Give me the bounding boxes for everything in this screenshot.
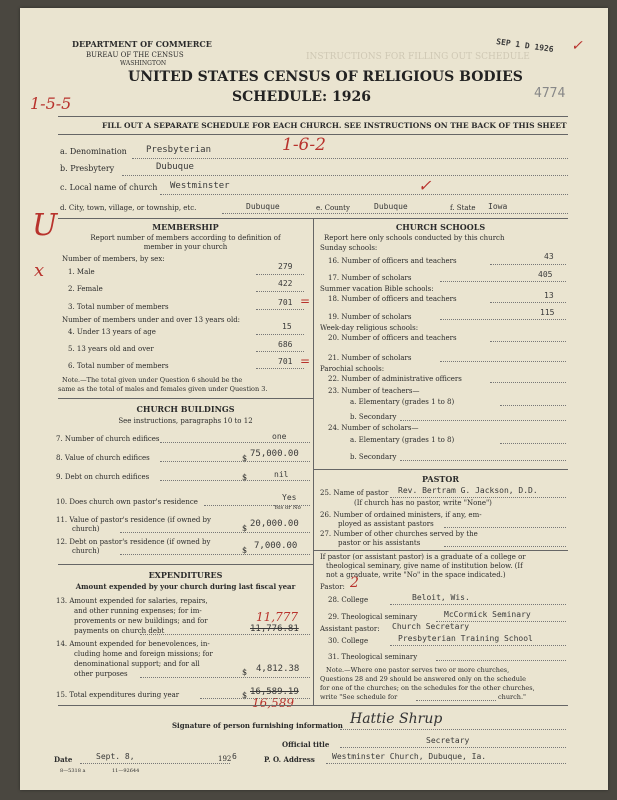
q10-label: 10. Does church own pastor's residence — [56, 498, 198, 506]
q16-value[interactable]: 43 — [544, 252, 554, 261]
q7-value[interactable]: one — [272, 432, 287, 441]
po-address-value[interactable]: Westminster Church, Dubuque, Ia. — [332, 752, 487, 761]
county-value[interactable]: Dubuque — [374, 202, 408, 211]
schedule-title: SCHEDULE: 1926 — [232, 89, 372, 105]
equal-mark-2: = — [300, 354, 311, 368]
q18-value[interactable]: 13 — [544, 291, 554, 300]
q26-label-2: ployed as assistant pastors — [338, 520, 434, 528]
print-code-1: 8—5318 a — [60, 768, 86, 774]
age-intro: Number of members under and over 13 years old: — [62, 316, 241, 324]
city-label: WASHINGTON — [120, 60, 167, 67]
q7-label: 7. Number of church edifices — [56, 435, 160, 443]
q30-label: 30. College — [328, 637, 369, 645]
check-icon-church: ✓ — [418, 176, 432, 195]
yes-no-hint: Yes or No — [274, 505, 301, 511]
q10-value[interactable]: Yes — [282, 493, 297, 502]
date-label: Date — [54, 755, 73, 764]
graduate-note-2: theological seminary, give name of institution below. (If — [326, 562, 523, 570]
date-year-digit[interactable]: 6 — [232, 752, 237, 761]
instruction-line: FILL OUT A SEPARATE SCHEDULE FOR EACH CHURCH. SEE INSTRUCTIONS ON THE BACK OF THIS SHEET — [102, 121, 567, 130]
q18-label: 18. Number of officers and teachers — [328, 295, 457, 303]
q2-value[interactable]: 422 — [278, 279, 293, 288]
sunday-label: Sunday schools: — [320, 244, 378, 252]
bureau-label: BUREAU OF THE CENSUS — [86, 51, 184, 59]
q29-label: 29. Theological seminary — [328, 613, 418, 621]
received-stamp: SEP 1 D 1926 — [495, 37, 555, 54]
q22-label: 22. Number of administrative officers — [328, 375, 462, 383]
denomination-code: 1-6-2 — [282, 135, 326, 155]
q17-value[interactable]: 405 — [538, 270, 553, 279]
q28-label: 28. College — [328, 596, 369, 604]
q14-label-1: 14. Amount expended for benevolences, in- — [56, 640, 210, 648]
q3-label: 3. Total number of members — [68, 303, 169, 311]
q25-value[interactable]: Rev. Bertram G. Jackson, D.D. — [398, 486, 538, 495]
q14-label-2: cluding home and foreign missions; for — [74, 650, 213, 658]
church-name-label: c. Local name of church — [60, 183, 158, 192]
q27-label-1: 27. Number of other churches served by the — [320, 530, 478, 538]
expenditure-annotation-2: 16,589 — [252, 696, 294, 710]
q15-value[interactable]: 16,589.19 — [250, 687, 299, 697]
expenditures-heading: EXPENDITURES — [148, 570, 223, 580]
pastor-sub-label: Pastor: — [320, 583, 345, 591]
q11-value[interactable]: 20,000.00 — [250, 519, 299, 529]
county-label: e. County — [316, 204, 350, 212]
q14-dollar: $ — [242, 668, 248, 677]
margin-mark: U — [32, 208, 58, 243]
margin-x: x — [34, 260, 45, 281]
q12-label-2: church) — [72, 547, 100, 555]
q4-label: 4. Under 13 years of age — [68, 328, 156, 336]
membership-heading: MEMBERSHIP — [152, 222, 219, 232]
pastor-heading: PASTOR — [422, 474, 459, 484]
membership-note-2: same as the total of males and females given under Question 3. — [58, 385, 268, 393]
q3-value[interactable]: 701 — [278, 298, 293, 307]
q25-hint: (If church has no pastor, write "None") — [354, 499, 492, 507]
equal-mark-1: = — [300, 294, 311, 308]
q19-value[interactable]: 115 — [540, 308, 555, 317]
q23a-label: a. Elementary (grades 1 to 8) — [350, 398, 455, 406]
schools-heading: CHURCH SCHOOLS — [395, 222, 486, 232]
q24-label: 24. Number of scholars— — [328, 424, 419, 432]
presbytery-value[interactable]: Dubuque — [156, 162, 194, 172]
q14-label-3: denominational support; and for all — [74, 660, 200, 668]
date-value[interactable]: Sept. 8, — [96, 752, 135, 761]
q2-label: 2. Female — [68, 285, 103, 293]
q24b-label: b. Secondary — [350, 453, 397, 461]
q11-label-1: 11. Value of pastor's residence (if owned by — [56, 516, 211, 524]
q6-value[interactable]: 701 — [278, 357, 293, 366]
signature-value[interactable]: Hattie Shrup — [350, 711, 443, 727]
form-number: 4774 — [534, 86, 566, 101]
q13-value[interactable]: 11,776.81 — [250, 624, 299, 634]
state-value[interactable]: Iowa — [488, 202, 508, 211]
q23-label: 23. Number of teachers— — [328, 387, 420, 395]
church-name-value[interactable]: Westminster — [170, 181, 230, 191]
q14-value[interactable]: 4,812.38 — [256, 664, 300, 674]
q29-value[interactable]: McCormick Seminary — [444, 610, 531, 619]
expenditures-sub: Amount expended by your church during last fiscal year — [75, 582, 296, 591]
q13-label-4: payments on church debt — [74, 627, 165, 635]
faint-heading: INSTRUCTIONS FOR FILLING OUT SCHEDULE — [306, 52, 530, 62]
pastor-note-2: Questions 28 and 29 should be answered only on the schedule — [320, 675, 526, 683]
graduate-note-3: not a graduate, write "No" in the space indicated.) — [326, 571, 506, 579]
print-code-2: 11—92644 — [112, 768, 140, 774]
pastor-annotation: 2 — [350, 575, 359, 591]
q15-dollar: $ — [242, 691, 248, 700]
q25-label: 25. Name of pastor — [320, 489, 389, 497]
q5-value[interactable]: 686 — [278, 340, 293, 349]
pastor-note-3: for one of the churches; on the schedules for the other churches, — [320, 684, 535, 692]
q12-label-1: 12. Debt on pastor's residence (if owned by — [56, 538, 211, 546]
schools-intro: Report here only schools conducted by this church — [324, 234, 505, 242]
q28-value[interactable]: Beloit, Wis. — [412, 593, 470, 602]
q13-label-1: 13. Amount expended for salaries, repairs, — [56, 597, 208, 605]
q21-label: 21. Number of scholars — [328, 354, 412, 362]
q6-label: 6. Total number of members — [68, 362, 169, 370]
parochial-label: Parochial schools: — [320, 365, 385, 373]
q16-label: 16. Number of officers and teachers — [328, 257, 457, 265]
signature-label: Signature of person furnishing information — [172, 721, 343, 730]
city-label-field: d. City, town, village, or township, etc. — [60, 204, 197, 212]
dept-label: DEPARTMENT OF COMMERCE — [72, 39, 212, 49]
q9-value[interactable]: nil — [274, 470, 289, 479]
expenditure-annotation-1: 11,777 — [256, 610, 298, 624]
official-title-label: Official title — [282, 740, 330, 749]
q17-label: 17. Number of scholars — [328, 274, 412, 282]
assistant-pastor-label: Assistant pastor: — [320, 625, 380, 633]
weekday-label: Week-day religious schools: — [320, 324, 419, 332]
denomination-label: a. Denomination — [60, 147, 127, 156]
state-label: f. State — [450, 204, 476, 212]
membership-note-1: Note.—The total given under Question 6 should be the — [62, 376, 243, 384]
form-title: UNITED STATES CENSUS OF RELIGIOUS BODIES — [128, 69, 523, 85]
membership-intro-2: member in your church — [143, 243, 228, 251]
assistant-pastor-value[interactable]: Church Secretary — [392, 622, 470, 631]
date-year-prefix: 192 — [218, 755, 232, 763]
q11-label-2: church) — [72, 525, 100, 533]
q9-dollar: $ — [242, 473, 248, 482]
summer-label: Summer vacation Bible schools: — [320, 285, 434, 293]
q1-value[interactable]: 279 — [278, 262, 293, 271]
q26-label-1: 26. Number of ordained ministers, if any, em- — [320, 511, 482, 519]
q12-dollar: $ — [242, 546, 248, 555]
q13-label-2: and other running expenses; for im- — [74, 607, 202, 615]
membership-intro-1: Report number of members according to definition of — [90, 234, 281, 242]
city-value[interactable]: Dubuque — [246, 202, 280, 211]
buildings-sub: See instructions, paragraphs 10 to 12 — [118, 417, 253, 425]
pastor-note-1: Note.—Where one pastor serves two or more churches, — [326, 666, 510, 674]
q23b-label: b. Secondary — [350, 413, 397, 421]
denomination-value[interactable]: Presbyterian — [146, 145, 212, 155]
q12-value[interactable]: 7,000.00 — [254, 541, 298, 551]
q14-label-4: other purposes — [74, 670, 128, 678]
q20-label: 20. Number of officers and teachers — [328, 334, 457, 342]
presbytery-label: b. Presbytery — [60, 164, 115, 173]
official-title-value[interactable]: Secretary — [426, 736, 470, 745]
q8-value[interactable]: 75,000.00 — [250, 449, 299, 459]
census-form — [20, 8, 608, 790]
q5-label: 5. 13 years old and over — [68, 345, 154, 353]
q8-label: 8. Value of church edifices — [56, 454, 150, 462]
po-address-label: P. O. Address — [264, 755, 315, 764]
q9-label: 9. Debt on church edifices — [56, 473, 150, 481]
q15-label: 15. Total expenditures during year — [56, 691, 180, 699]
by-sex-label: Number of members, by sex: — [62, 255, 165, 263]
q8-dollar: $ — [242, 454, 248, 463]
q19-label: 19. Number of scholars — [328, 313, 412, 321]
q24a-label: a. Elementary (grades 1 to 8) — [350, 436, 455, 444]
q4-value[interactable]: 15 — [282, 322, 292, 331]
pastor-note-4: write "See schedule for — [320, 693, 398, 701]
q31-label: 31. Theological seminary — [328, 653, 418, 661]
checkmark-icon: ✓ — [571, 38, 583, 54]
q27-label-2: pastor or his assistants — [338, 539, 421, 547]
q13-label-3: provements or new buildings; and for — [74, 617, 208, 625]
q11-dollar: $ — [242, 524, 248, 533]
annotation-top-left: 1-5-5 — [30, 94, 72, 113]
q30-value[interactable]: Presbyterian Training School — [398, 634, 533, 643]
buildings-heading: CHURCH BUILDINGS — [136, 404, 235, 414]
graduate-note-1: If pastor (or assistant pastor) is a graduate of a college or — [320, 553, 526, 561]
q1-label: 1. Male — [68, 268, 95, 276]
pastor-note-5: church." — [498, 693, 527, 701]
